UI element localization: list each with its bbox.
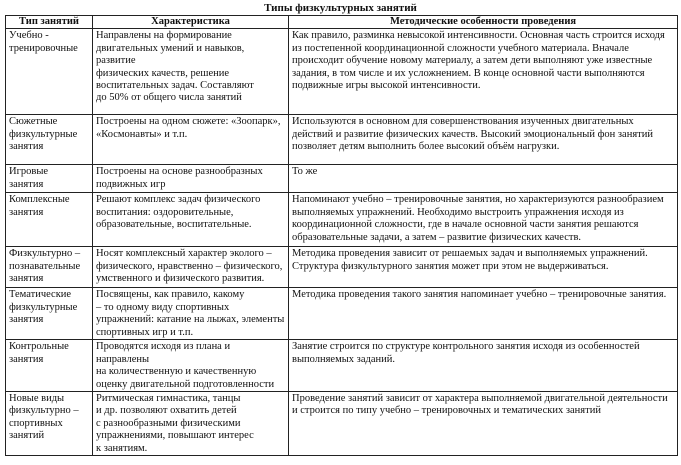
cell-type-text: Комплексные занятия: [9, 194, 70, 218]
table-row: [6, 165, 678, 193]
cell-type: [6, 288, 93, 340]
cell-type: [6, 340, 93, 392]
cell-method-text: Как правило, разминка невысокой интенсивности. Основная часть строится исходя из постепенной координационной сложности учебного материала. Вначале происходит обучение новому материалу, а затем дети выполняют уже известные задания, в том числе и их усложнением. В конце основной части выполняются подвижные игры высокой интенсивности.: [292, 30, 665, 92]
table-row: [6, 247, 678, 288]
cell-type-text: Контрольные занятия: [9, 341, 69, 365]
header-characteristic: Характеристика: [93, 16, 289, 29]
table-row: [6, 392, 678, 456]
cell-method-text: То же: [292, 166, 318, 178]
cell-type-text: Сюжетные физкультурные занятия: [9, 116, 78, 153]
cell-method: [289, 165, 678, 193]
header-method: Методические особенности проведения: [289, 16, 678, 29]
table-row: [6, 340, 678, 392]
cell-characteristic: [93, 288, 289, 340]
table-row: [6, 288, 678, 340]
cell-method-text: Методика проведения зависит от решаемых задач и выполняемых упражнений. Структура физкультурного занятия может при этом не выдерживаться.: [292, 248, 648, 272]
cell-characteristic-text: Ритмическая гимнастика, танцы и др. позволяют охватить детей с разнообразными физическими упражнениями, повышают интерес к занятиям.: [96, 393, 254, 454]
cell-characteristic: [93, 340, 289, 392]
cell-method: [289, 193, 678, 247]
cell-characteristic-text: Направлены на формирование двигательных умений и навыков, развитие физических качеств, решение воспитательных задач. Составляют до 50% от общего числа занятий: [96, 30, 254, 104]
cell-method-text: Методика проведения такого занятия напоминает учебно – тренировочные занятия.: [292, 289, 667, 301]
cell-type-text: Игровые занятия: [9, 166, 49, 190]
cell-characteristic-text: Проводятся исходя из плана и направлены на количественную и качественную оценку двигательной подготовленности: [96, 341, 275, 390]
cell-method: [289, 340, 678, 392]
cell-type: [6, 115, 93, 165]
cell-method-text: Проведение занятий зависит от характера выполняемой двигательной деятельности и строится по типу учебно – тренировочных и тематических занятий: [292, 393, 668, 417]
cell-characteristic-text: Решают комплекс задач физического воспитания: оздоровительные, образовательные, воспитательные.: [96, 194, 261, 231]
cell-characteristic: [93, 29, 289, 115]
cell-type: [6, 193, 93, 247]
cell-method-text: Занятие строится по структуре контрольного занятия исходя из особенностей выполняемых заданий.: [292, 341, 640, 365]
cell-type-text: Тематические физкультурные занятия: [9, 289, 78, 326]
cell-type-text: Физкультурно – познавательные занятия: [9, 248, 81, 285]
table-header-row: [6, 16, 678, 29]
cell-characteristic: [93, 392, 289, 456]
header-type: Тип занятий: [6, 16, 93, 29]
cell-type: [6, 247, 93, 288]
cell-method-text: Используются в основном для совершенствования изученных двигательных действий и развитие физических качеств. Высокий эмоциональный фон занятий позволяет детям выполнить более высокий объём нагрузки.: [292, 116, 653, 153]
cell-type: [6, 29, 93, 115]
cell-characteristic: [93, 247, 289, 288]
cell-characteristic-text: Посвящены, как правило, какому – то одному виду спортивных упражнений: катание на лыжах, элементы спортивных игр и т.п.: [96, 289, 285, 338]
table-row: [6, 115, 678, 165]
cell-method: [289, 247, 678, 288]
cell-type-text: Новые виды физкультурно – спортивных занятий: [9, 393, 79, 442]
cell-characteristic: [93, 165, 289, 193]
cell-characteristic: [93, 115, 289, 165]
cell-type: [6, 392, 93, 456]
cell-type-text: Учебно - тренировочные: [9, 30, 78, 54]
cell-method: [289, 29, 678, 115]
cell-method: [289, 392, 678, 456]
cell-method: [289, 115, 678, 165]
cell-method-text: Напоминают учебно – тренировочные занятия, но характеризуются разнообразием выполняемых упражнений. Необходимо выстроить упражнения исходя из координационной сложности, где в начале основной части занятия решаются образовательные задачи, а затем – развитие физических качеств.: [292, 194, 664, 243]
cell-method: [289, 288, 678, 340]
cell-characteristic-text: Построены на одном сюжете: «Зоопарк», «Космонавты» и т.п.: [96, 116, 281, 140]
cell-characteristic-text: Носят комплексный характер эколого – физического, нравственно – физического, умственного и физического развития.: [96, 248, 283, 285]
table-row: [6, 29, 678, 115]
cell-type: [6, 165, 93, 193]
cell-characteristic: [93, 193, 289, 247]
lesson-types-table: [5, 15, 678, 456]
table-row: [6, 193, 678, 247]
cell-characteristic-text: Построены на основе разнообразных подвижных игр: [96, 166, 263, 190]
document-title: Типы физкультурных занятий: [264, 2, 417, 14]
